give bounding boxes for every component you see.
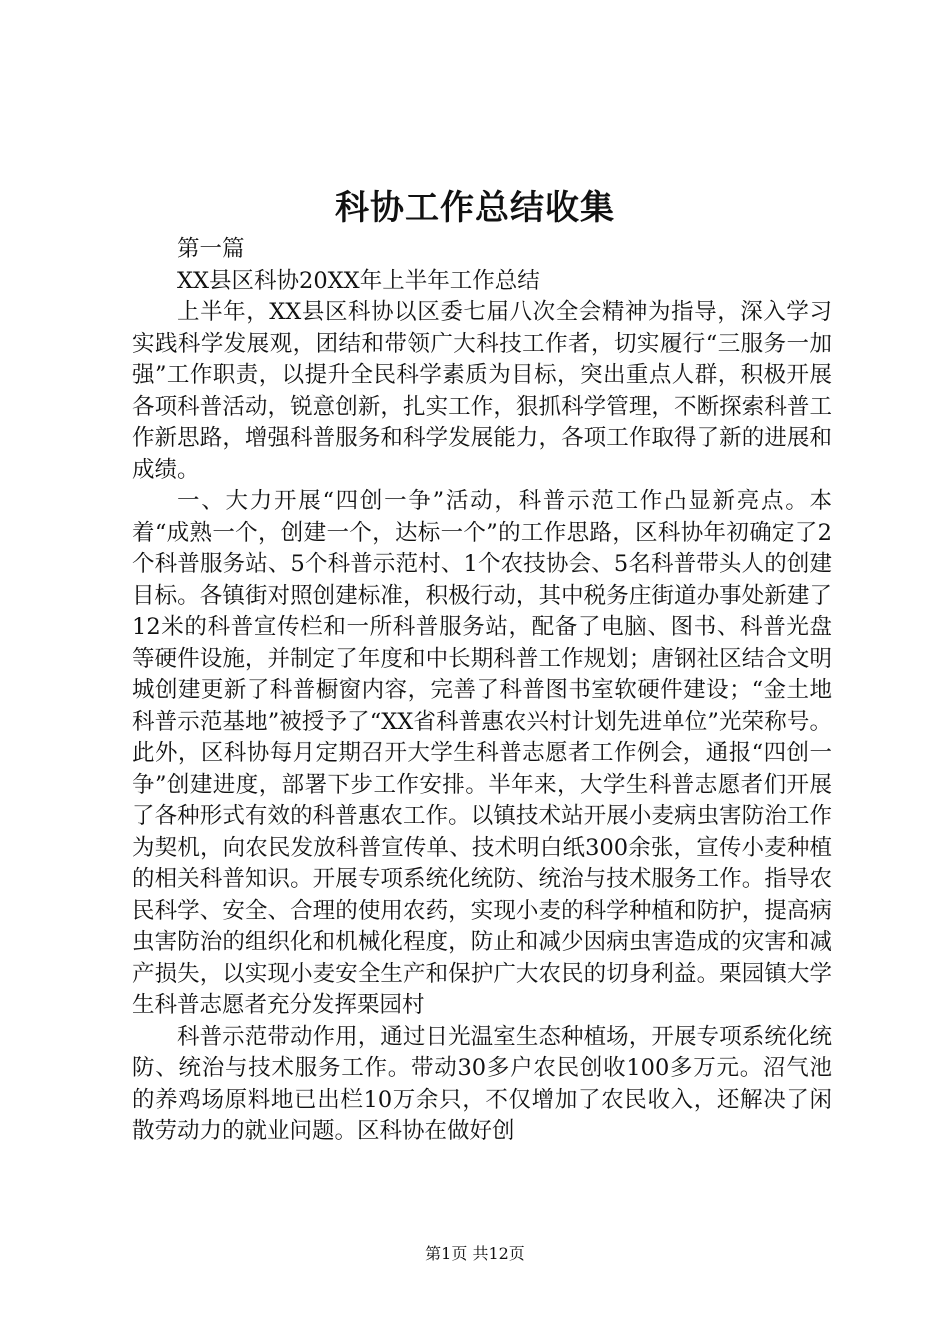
paragraph-continuation: 科普示范带动作用，通过日光温室生态种植场，开展专项系统化统防、统治与技术服务工作。带动30多户农民创收100多万元。沼气池的养鸡场原料地已出栏10万余只，不仅增加了农民收入，还解决了闲散劳动力的就业问题。区科协在做好创	[132, 1023, 832, 1144]
paragraph-section-one: 一、大力开展“四创一争”活动，科普示范工作凸显新亮点。本着“成熟一个，创建一个，达标一个”的工作思路，区科协年初确定了2个科普服务站、5个科普示范村、1个农技协会、5名科普带头人的创建目标。各镇街对照创建标准，积极行动，其中税务庄街道办事处新建了12米的科普宣传栏和一所科普服务站，配备了电脑、图书、科普光盘等硬件设施，并制定了年度和中长期科普工作规划；唐钢社区结合文明城创建更新了科普橱窗内容，完善了科普图书室软硬件建设；“金土地科普示范基地”被授予了“XX省科普惠农兴村计划先进单位”光荣称号。此外，区科协每月定期召开大学生科普志愿者工作例会，通报“四创一争”创建进度，部署下步工作安排。半年来，大学生科普志愿者们开展了各种形式有效的科普惠农工作。以镇技术站开展小麦病虫害防治工作为契机，向农民发放科普宣传单、技术明白纸300余张，宣传小麦种植的相关科普知识。开展专项系统化统防、统治与技术服务工作。指导农民科学、安全、合理的使用农药，实现小麦的科学种植和防护，提高病虫害防治的组织化和机械化程度，防止和减少因病虫害造成的灾害和减产损失，以实现小麦安全生产和保护广大农民的切身利益。栗园镇大学生科普志愿者充分发挥栗园村	[132, 488, 832, 1018]
paragraph-intro: 上半年，XX县区科协以区委七届八次全会精神为指导，深入学习实践科学发展观，团结和带领广大科技工作者，切实履行“三服务一加强”工作职责，以提升全民科学素质为目标，突出重点人群，积极开展各项科普活动，锐意创新，扎实工作，狠抓科学管理，不断探索科普工作新思路，增强科普服务和科学发展能力，各项工作取得了新的进展和成绩。	[132, 299, 832, 483]
section-label: 第一篇	[177, 236, 245, 262]
document-title: 科协工作总结收集	[335, 188, 615, 228]
document-subtitle: XX县区科协20XX年上半年工作总结	[177, 267, 540, 294]
document-body	[132, 234, 832, 1148]
page-footer: 第1页 共12页	[425, 1244, 525, 1263]
